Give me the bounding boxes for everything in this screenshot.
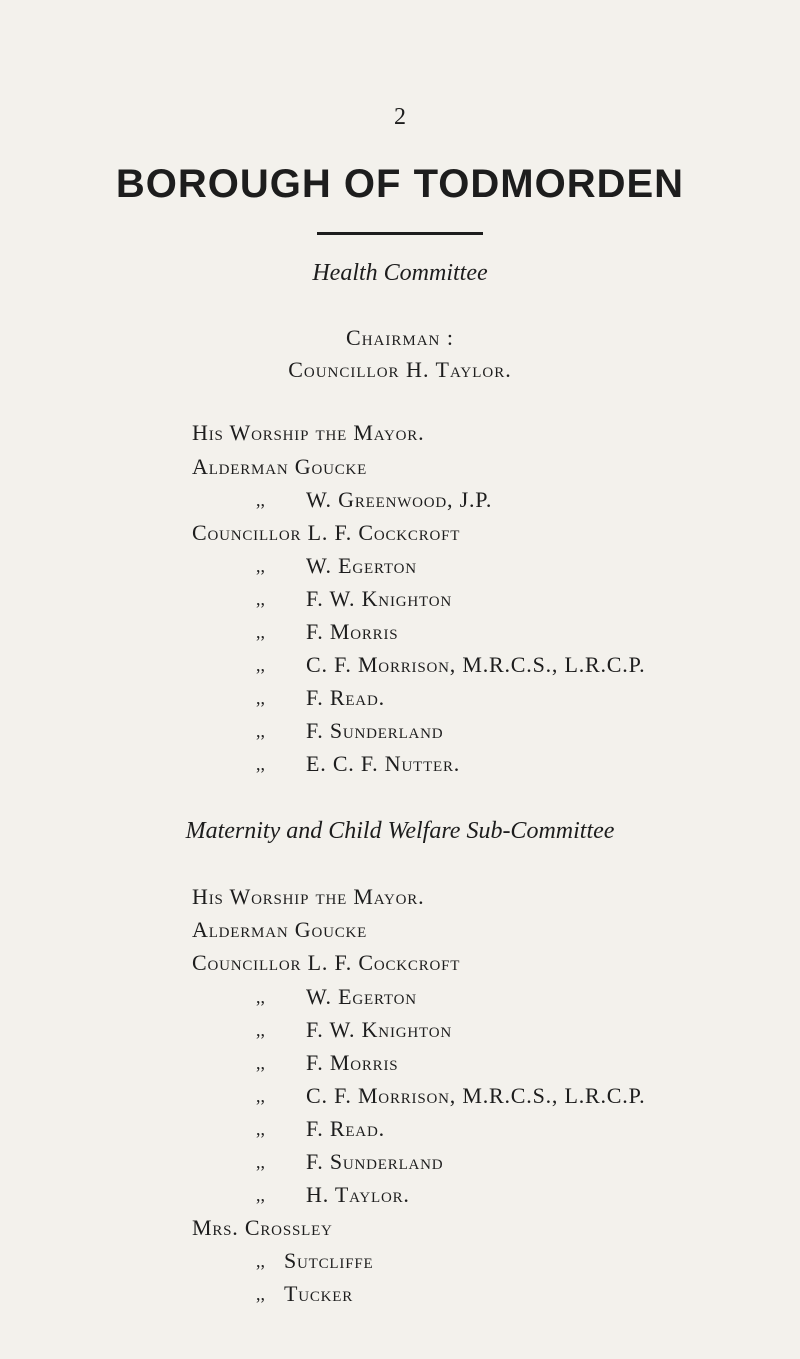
member-name: F. Read. — [306, 1116, 385, 1141]
title-rule — [317, 232, 483, 235]
member-name: W. Greenwood, J.P. — [306, 487, 493, 512]
ditto-mark: ,, — [256, 721, 265, 741]
member-name: W. Egerton — [306, 553, 417, 578]
ditto-mark: ,, — [256, 1251, 265, 1271]
ditto-mark: ,, — [256, 1119, 265, 1139]
member-name: C. F. Morrison, M.R.C.S., L.R.C.P. — [306, 1083, 646, 1108]
member-row: Alderman Goucke — [192, 454, 368, 479]
ditto-mark: ,, — [256, 490, 265, 510]
member-name: W. Egerton — [306, 984, 417, 1009]
page-number: 2 — [394, 104, 406, 130]
ditto-mark: ,, — [256, 1086, 265, 1106]
member-name: E. C. F. Nutter. — [306, 751, 461, 776]
ditto-mark: ,, — [256, 556, 265, 576]
member-name: H. Taylor. — [306, 1182, 410, 1207]
member-name: F. Morris — [306, 619, 399, 644]
ditto-mark: ,, — [256, 1185, 265, 1205]
member-name: F. Morris — [306, 1050, 399, 1075]
member-name: F. Sunderland — [306, 1149, 444, 1174]
member-name: F. W. Knighton — [306, 586, 452, 611]
member-row: His Worship the Mayor. — [192, 884, 425, 909]
member-row: Mrs. Crossley — [192, 1215, 333, 1240]
ditto-mark: ,, — [256, 1284, 265, 1304]
ditto-mark: ,, — [256, 655, 265, 675]
ditto-mark: ,, — [256, 1020, 265, 1040]
ditto-mark: ,, — [256, 754, 265, 774]
ditto-mark: ,, — [256, 1053, 265, 1073]
borough-title: BOROUGH OF TODMORDEN — [115, 162, 685, 206]
ditto-mark: ,, — [256, 589, 265, 609]
member-name: F. Read. — [306, 685, 385, 710]
chairman-label: Chairman : — [346, 325, 454, 350]
member-name: Tucker — [284, 1281, 354, 1306]
ditto-mark: ,, — [256, 688, 265, 708]
ditto-mark: ,, — [256, 1152, 265, 1172]
member-name: Sutcliffe — [284, 1248, 374, 1273]
chairman-name: Councillor H. Taylor. — [288, 357, 512, 382]
member-row: Alderman Goucke — [192, 917, 368, 942]
member-row: His Worship the Mayor. — [192, 420, 425, 445]
member-row: Councillor L. F. Cockcroft — [192, 520, 461, 545]
member-name: F. Sunderland — [306, 718, 444, 743]
member-name: F. W. Knighton — [306, 1017, 452, 1042]
maternity-committee-heading: Maternity and Child Welfare Sub-Committee — [185, 818, 615, 844]
member-name: C. F. Morrison, M.R.C.S., L.R.C.P. — [306, 652, 646, 677]
ditto-mark: ,, — [256, 622, 265, 642]
ditto-mark: ,, — [256, 987, 265, 1007]
health-committee-heading: Health Committee — [312, 260, 488, 286]
member-row: Councillor L. F. Cockcroft — [192, 950, 461, 975]
